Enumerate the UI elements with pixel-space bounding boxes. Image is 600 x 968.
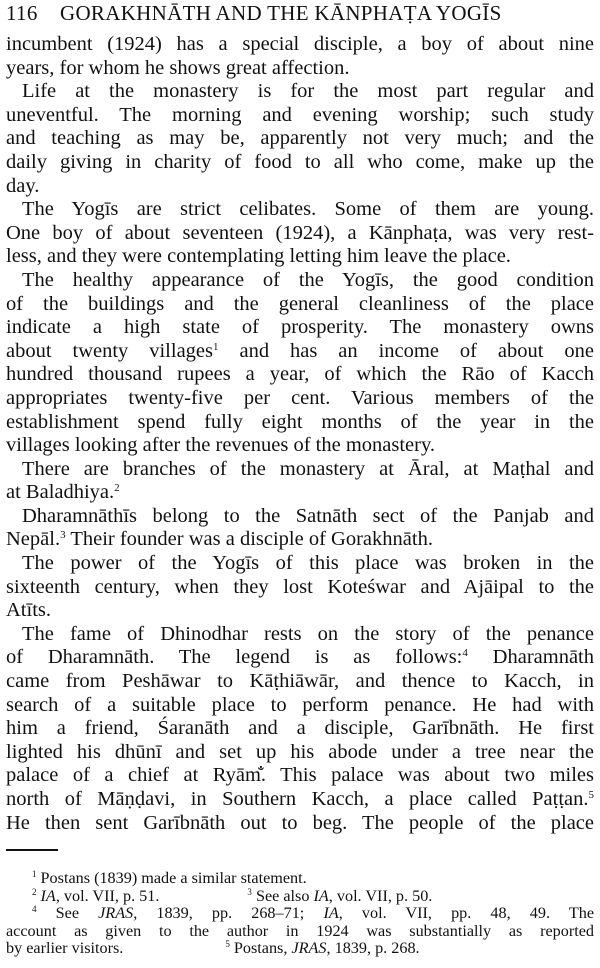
footnote-ref-1[interactable]: 1 bbox=[213, 340, 219, 353]
text-line: incumbent (1924) has a special disciple, a boy of about nine bbox=[6, 33, 594, 55]
footnote-ref-4[interactable]: 4 bbox=[462, 647, 468, 660]
text-line: sixteenth century, when they lost Koteśwar and Ajāipal to the bbox=[6, 575, 594, 598]
text-line: north of Māṇḍavi, in Southern Kacch, a place called Paṭṭan.$^5$ bbox=[6, 788, 594, 810]
running-header bbox=[6, 1, 502, 27]
text-line: Life at the monastery is for the most part regular and bbox=[22, 80, 594, 103]
text-line: The fame of Dhinodhar rests on the story of the penance bbox=[22, 622, 594, 645]
text-line: of Dharamnāth. The legend is as follows:$^4$ Dharamnāth bbox=[6, 646, 594, 669]
footnote-1: $^1$ Postans (1839) made a similar statement. bbox=[32, 869, 307, 887]
footnote-ref-3[interactable]: 3 bbox=[60, 529, 66, 542]
footnote-ref-2[interactable]: 2 bbox=[114, 482, 120, 495]
text-line: indicate a high state of prosperity. The monastery owns bbox=[6, 316, 594, 339]
running-title: GORAKHNĀTH AND THE KĀNPHAṬA YOGĪS bbox=[60, 1, 502, 25]
footnotes-2-3 bbox=[6, 888, 594, 906]
text-line: about twenty villages$^1$ and has an income of about one bbox=[6, 339, 594, 362]
text-line: establishment spend fully eight months of the year in the bbox=[6, 410, 594, 433]
text-line: Atīts. bbox=[6, 599, 51, 622]
footnote-5: $^5$ Postans, JRAS, 1839, p. 268. bbox=[225, 939, 420, 958]
text-line: The power of the Yogīs of this place was broken in the bbox=[22, 552, 594, 575]
text-line: him a friend, Śaranāth and a disciple, Garībnāth. He first bbox=[6, 717, 594, 740]
page-number: 116 bbox=[6, 1, 38, 25]
text-line: years, for whom he shows great affection. bbox=[6, 56, 350, 79]
footnote-2: $^2$ IA, vol. VII, p. 51. bbox=[32, 886, 160, 905]
footnote-rule bbox=[6, 849, 58, 851]
text-line: The healthy appearance of the Yogīs, the good condition bbox=[22, 268, 594, 291]
text-line: hundred thousand rupees a year, of which the Rāo of Kacch bbox=[6, 363, 594, 386]
text-line: of the buildings and the general cleanliness of the place bbox=[6, 292, 594, 315]
text-line: uneventful. The morning and evening worship; such study bbox=[6, 103, 594, 126]
text-line: palace of a chief at Ryām̐. This palace was about two miles bbox=[6, 764, 594, 787]
footnote-ref-5[interactable]: 5 bbox=[588, 789, 594, 801]
footnote-4-cont: account as given to the author in 1924 was substantially as reported bbox=[6, 921, 594, 940]
text-line: search of a suitable place to perform penance. He had with bbox=[6, 693, 594, 716]
footnote-4-5: by earlier visitors. $^5$ Postans, JRAS, 1839, p. 268. bbox=[6, 939, 420, 958]
text-line: villages looking after the revenues of the monastery. bbox=[6, 434, 436, 457]
text-line: appropriates twenty-five per cent. Various members of the bbox=[6, 386, 594, 409]
text-line: One boy of about seventeen (1924), a Kānphaṭa, was very rest- bbox=[6, 221, 594, 244]
text-line: There are branches of the monastery at Āral, at Maṭhal and bbox=[22, 457, 594, 480]
text-line: and teaching as may be, apparently not very much; and the bbox=[6, 127, 594, 150]
body-text bbox=[6, 33, 594, 835]
text-line: daily giving in charity of food to all who come, make up the bbox=[6, 150, 594, 173]
text-line: less, and they were contemplating letting him leave the place. bbox=[6, 245, 511, 268]
text-line: came from Peshāwar to Kāṭhiāwār, and thence to Kacch, in bbox=[6, 670, 594, 693]
text-line: at Baladhiya.$^2$ bbox=[6, 481, 120, 504]
text-line: Nepāl.$^3$ Their founder was a disciple of Gorakhnāth. bbox=[6, 528, 433, 551]
footnote-4: $^4$ See JRAS, 1839, pp. 268–71; IA, vol. VII, pp. 48, 49. The bbox=[32, 904, 595, 923]
footnote-3: $^3$ See also IA, vol. VII, p. 50. bbox=[247, 886, 433, 905]
text-line: day. bbox=[6, 174, 40, 197]
text-line: Dharamnāthīs belong to the Satnāth sect of the Panjab and bbox=[22, 504, 594, 527]
text-line: lighted his dhūnī and set up his abode under a tree near the bbox=[6, 740, 594, 763]
footnotes bbox=[6, 870, 594, 958]
text-line: The Yogīs are strict celibates. Some of them are young. bbox=[22, 198, 594, 221]
text-line: He then sent Garībnāth out to beg. The people of the place bbox=[6, 811, 594, 834]
